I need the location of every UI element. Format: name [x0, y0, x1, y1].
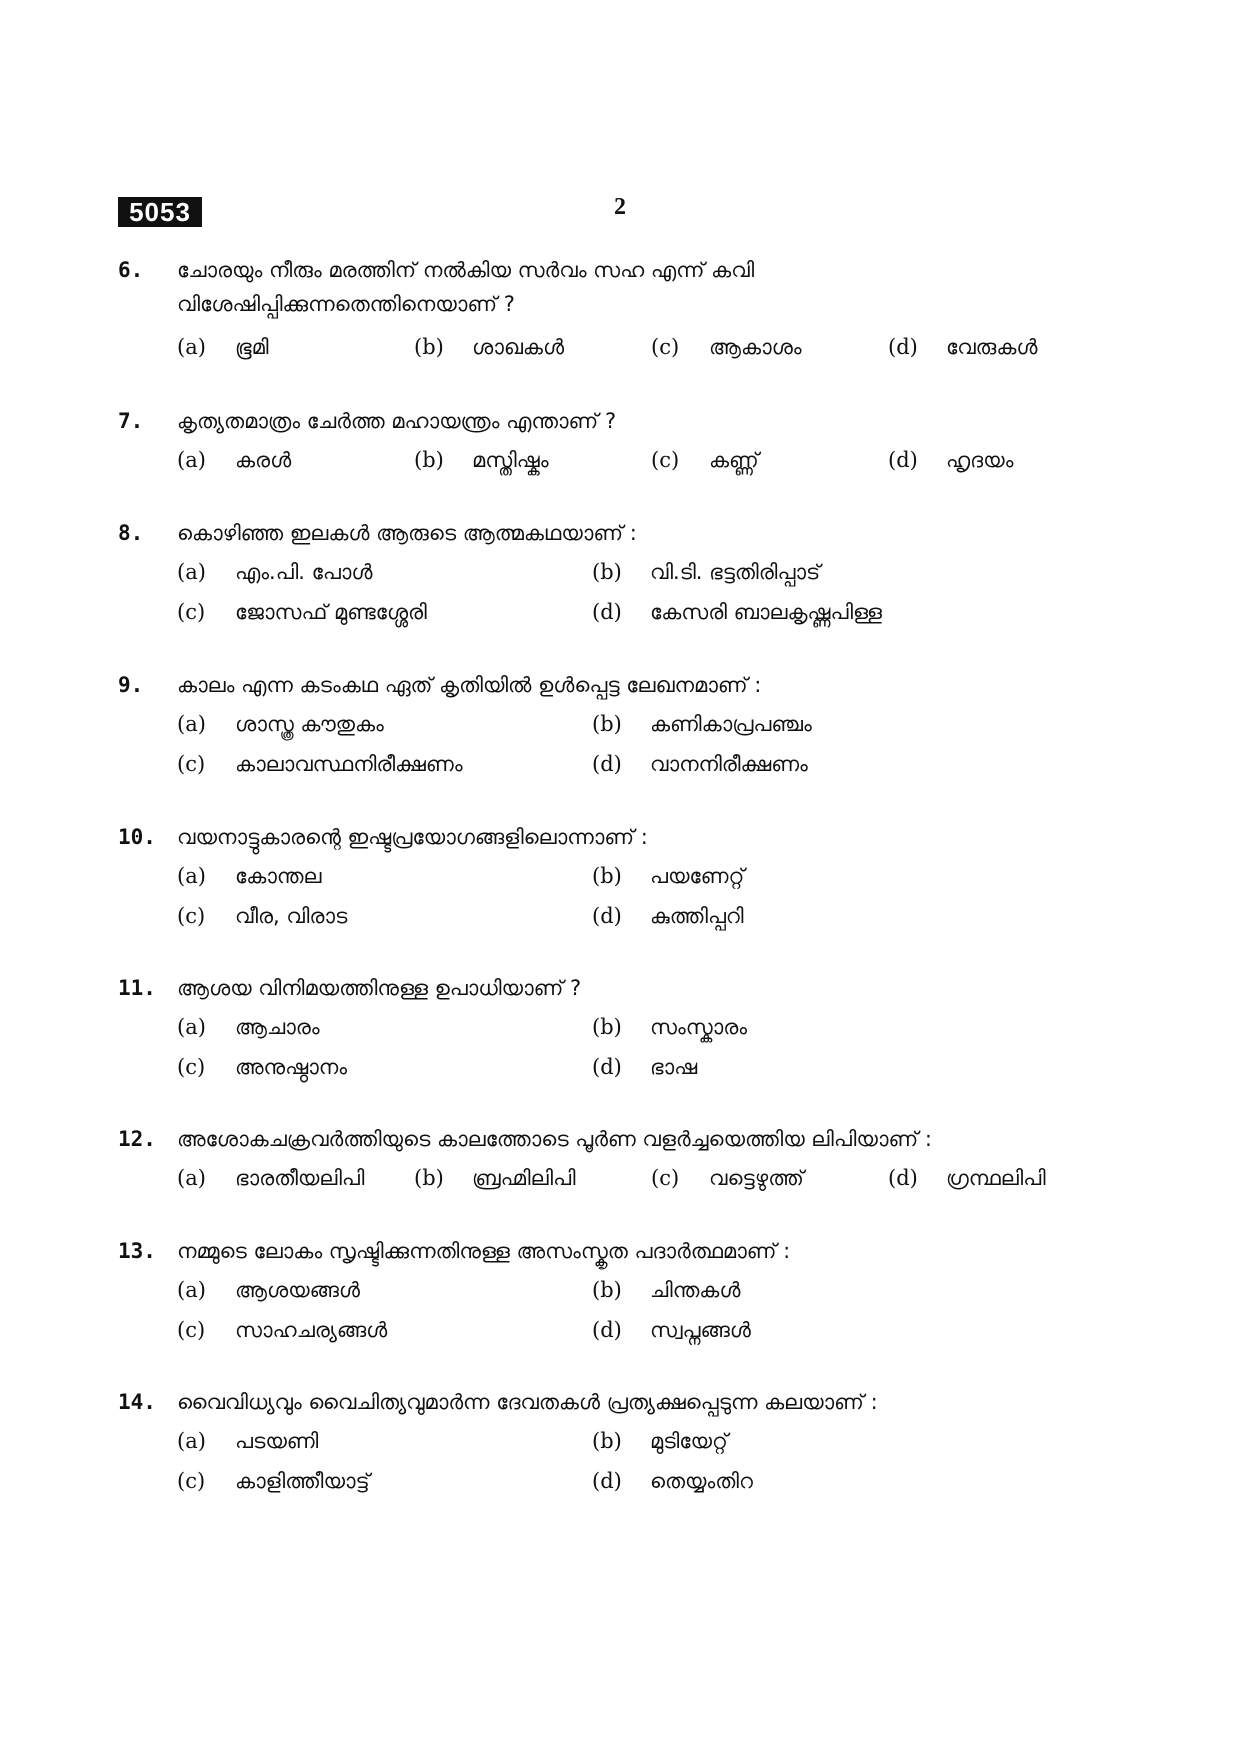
question-text: കൊഴിഞ്ഞ ഇലകൾ ആരുടെ ആത്മകഥയാണ് :: [177, 521, 637, 545]
option-d: (d) ഹൃദയം: [888, 448, 1014, 472]
option-b: (b) വി.ടി. ഭട്ടതിരിപ്പാട്: [592, 560, 821, 584]
question-number: 7.: [118, 409, 144, 433]
option-a: (a) ആശയങ്ങൾ: [177, 1278, 360, 1302]
option-c: (c) കാലാവസ്ഥനിരീക്ഷണം: [177, 752, 463, 776]
option-d: (d) വാനനിരീക്ഷണം: [592, 752, 808, 776]
question-text: നമ്മുടെ ലോകം സൃഷ്ടിക്കുന്നതിനുള്ള അസംസ്കൃത പദാർത്ഥമാണ് :: [177, 1239, 791, 1263]
option-c: (c) വീര, വിരാട: [177, 904, 348, 928]
question-number: 6.: [118, 258, 144, 282]
option-c: (c) ജോസഫ് മുണ്ടശ്ശേരി: [177, 600, 427, 624]
question-text: വൈവിധ്യവും വൈചിത്യവുമാർന്ന ദേവതകൾ പ്രത്യക്ഷപ്പെടുന്ന കലയാണ് :: [177, 1390, 878, 1414]
option-d: (d) വേരുകൾ: [888, 335, 1038, 359]
option-a: (a) പടയണി: [177, 1429, 319, 1453]
page-number: 2: [614, 194, 626, 220]
option-c: (c) വട്ടെഴുത്ത്: [651, 1166, 804, 1190]
question-number: 10.: [118, 825, 156, 849]
option-c: (c) കണ്ണ്: [651, 448, 759, 472]
option-d: (d) ഭാഷ: [592, 1055, 698, 1079]
option-d: (d) ഗ്രന്ഥലിപി: [888, 1166, 1046, 1190]
question-number: 12.: [118, 1127, 156, 1151]
question-text: ചോരയും നീരും മരത്തിന് നൽകിയ സർവം സഹ എന്ന് കവി വിശേഷിപ്പിക്കുന്നതെന്തിനെയാണ് ?: [177, 258, 755, 316]
option-a: (a) ഭാരതീയലിപി: [177, 1166, 365, 1190]
option-b: (b) മുടിയേറ്റ്: [592, 1429, 728, 1453]
option-c: (c) ആകാശം: [651, 335, 802, 359]
option-a: (a) ശാസ്ത്ര കൗതുകം: [177, 712, 384, 736]
option-d: (d) കേസരി ബാലകൃഷ്ണപിള്ള: [592, 600, 882, 624]
option-b: (b) ബ്രഹ്മിലിപി: [414, 1166, 576, 1190]
paper-code: 5053: [118, 197, 202, 227]
option-b: (b) സംസ്കാരം: [592, 1015, 748, 1039]
option-b: (b) പയണേറ്റ്: [592, 864, 745, 888]
option-a: (a) കരൾ: [177, 448, 292, 472]
option-d: (d) സ്വപ്നങ്ങൾ: [592, 1318, 751, 1342]
option-b: (b) ശാഖകൾ: [414, 335, 565, 359]
option-c: (c) സാഹചര്യങ്ങൾ: [177, 1318, 388, 1342]
question-number: 14.: [118, 1390, 156, 1414]
option-d: (d) കുത്തിപ്പറി: [592, 904, 744, 928]
option-a: (a) ആചാരം: [177, 1015, 320, 1039]
option-a: (a) കോന്തല: [177, 864, 322, 888]
question-text: ആശയ വിനിമയത്തിനുള്ള ഉപാധിയാണ് ?: [177, 976, 582, 1000]
option-b: (b) മസ്തിഷ്കം: [414, 448, 549, 472]
question-text: അശോകചക്രവർത്തിയുടെ കാലത്തോടെ പൂർണ വളർച്ചയെത്തിയ ലിപിയാണ് :: [177, 1127, 932, 1151]
question-number: 11.: [118, 976, 156, 1000]
question-number: 13.: [118, 1239, 156, 1263]
option-b: (b) കണികാപ്രപഞ്ചം: [592, 712, 812, 736]
option-a: (a) എം.പി. പോൾ: [177, 560, 373, 584]
option-c: (c) അനുഷ്ഠാനം: [177, 1055, 348, 1079]
question-number: 9.: [118, 673, 144, 697]
option-d: (d) തെയ്യംതിറ: [592, 1469, 753, 1493]
question-text: കാലം എന്ന കടംകഥ ഏത് കൃതിയിൽ ഉൾപ്പെട്ട ലേഖനമാണ് :: [177, 673, 762, 697]
option-c: (c) കാളിത്തീയാട്ട്: [177, 1469, 370, 1493]
option-b: (b) ചിന്തകൾ: [592, 1278, 741, 1302]
question-text: കൃത്യതമാത്രം ചേർത്ത മഹായന്ത്രം എന്താണ് ?: [177, 409, 617, 433]
question-number: 8.: [118, 521, 144, 545]
question-text: വയനാട്ടുകാരന്റെ ഇഷ്ടപ്രയോഗങ്ങളിലൊന്നാണ് :: [177, 825, 648, 849]
option-a: (a) ഭൂമി: [177, 335, 269, 359]
